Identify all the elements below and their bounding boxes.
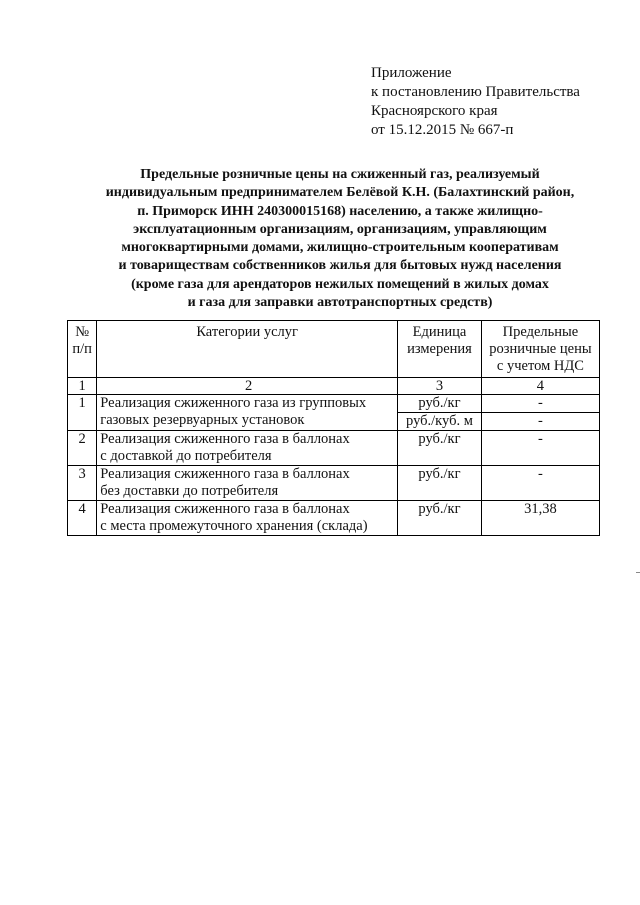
row-unit: руб./куб. м bbox=[398, 413, 482, 431]
header-text: Предельные bbox=[502, 324, 579, 340]
row-price: - bbox=[481, 466, 599, 501]
table-row bbox=[68, 395, 600, 413]
title-line: и газа для заправки автотранспортных средств) bbox=[187, 295, 493, 311]
category-text: без доставки до потребителя bbox=[100, 483, 279, 499]
row-price: - bbox=[481, 395, 599, 413]
margin-mark bbox=[636, 572, 640, 573]
title-line: и товариществам собственников жилья для бытовых нужд населения bbox=[118, 258, 562, 274]
row-price: - bbox=[481, 431, 599, 466]
row-number: 3 bbox=[68, 466, 97, 501]
header-text: розничные цены bbox=[489, 341, 592, 357]
row-category bbox=[97, 466, 398, 501]
row-price: 31,38 bbox=[481, 501, 599, 536]
category-text: Реализация сжиженного газа в баллонах bbox=[100, 431, 350, 447]
title-line: многоквартирными домами, жилищно-строительным кооперативам bbox=[121, 240, 559, 256]
column-number: 3 bbox=[398, 378, 482, 395]
price-table bbox=[67, 320, 600, 536]
row-number: 2 bbox=[68, 431, 97, 466]
table-row bbox=[68, 431, 600, 466]
appendix-line: Красноярского края bbox=[371, 103, 498, 119]
header-category-cell bbox=[97, 321, 398, 378]
document-title bbox=[70, 166, 610, 312]
column-number: 1 bbox=[68, 378, 97, 395]
row-unit: руб./кг bbox=[398, 501, 482, 536]
row-unit: руб./кг bbox=[398, 431, 482, 466]
table-row bbox=[68, 501, 600, 536]
row-number: 4 bbox=[68, 501, 97, 536]
header-number-cell bbox=[68, 321, 97, 378]
appendix-line: Приложение bbox=[371, 65, 452, 81]
category-text: с места промежуточного хранения (склада) bbox=[100, 518, 368, 534]
appendix-header bbox=[371, 64, 580, 140]
header-unit-cell bbox=[398, 321, 482, 378]
column-number: 4 bbox=[481, 378, 599, 395]
category-text: Реализация сжиженного газа в баллонах bbox=[100, 466, 350, 482]
column-number-row bbox=[68, 378, 600, 395]
appendix-date-line: от 15.12.2015 № 667-п bbox=[371, 122, 514, 138]
row-price: - bbox=[481, 413, 599, 431]
table-header-row bbox=[68, 321, 600, 378]
title-line: (кроме газа для арендаторов нежилых помещений в жилых домах bbox=[131, 276, 549, 292]
title-line: п. Приморск ИНН 240300015168) населению, а также жилищно- bbox=[137, 203, 543, 219]
header-text: с учетом НДС bbox=[496, 358, 584, 374]
header-text: измерения bbox=[407, 341, 472, 357]
row-unit: руб./кг bbox=[398, 395, 482, 413]
header-text: п/п bbox=[72, 341, 92, 357]
category-text: газовых резервуарных установок bbox=[100, 412, 305, 428]
row-category bbox=[97, 501, 398, 536]
appendix-line: к постановлению Правительства bbox=[371, 84, 580, 100]
header-text: Единица bbox=[412, 324, 467, 340]
title-line: Предельные розничные цены на сжиженный газ, реализуемый bbox=[140, 167, 540, 182]
column-number: 2 bbox=[97, 378, 398, 395]
category-text: Реализация сжиженного газа в баллонах bbox=[100, 501, 350, 517]
row-number: 1 bbox=[68, 395, 97, 431]
title-line: индивидуальным предпринимателем Белёвой К.Н. (Балахтинский район, bbox=[105, 185, 575, 201]
table-row bbox=[68, 466, 600, 501]
header-price-cell bbox=[481, 321, 599, 378]
category-text: с доставкой до потребителя bbox=[100, 448, 272, 464]
category-text: Реализация сжиженного газа из групповых bbox=[100, 395, 367, 411]
row-unit: руб./кг bbox=[398, 466, 482, 501]
title-line: эксплуатационным организациям, организациям, управляющим bbox=[133, 221, 547, 237]
row-category bbox=[97, 431, 398, 466]
header-text: Категории услуг bbox=[196, 324, 298, 340]
row-category bbox=[97, 395, 398, 431]
header-text: № bbox=[75, 324, 90, 340]
